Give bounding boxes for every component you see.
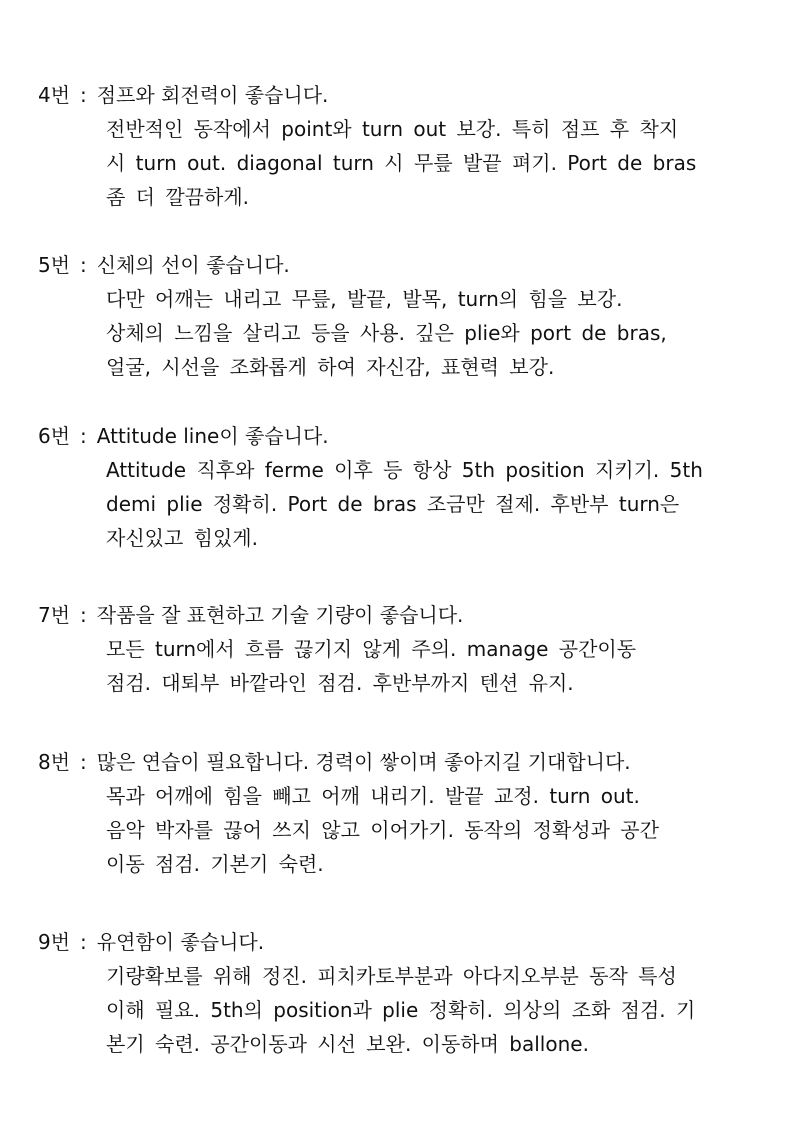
separator: : <box>80 603 87 627</box>
entry-number: 6번 <box>38 424 71 448</box>
entry-heading <box>38 745 758 779</box>
entry-number: 5번 <box>38 253 71 277</box>
entry-summary: 신체의 선이 좋습니다. <box>96 253 290 277</box>
entry-heading <box>38 925 758 959</box>
entry-body <box>106 779 754 881</box>
body-line: 전반적인 동작에서 point와 turn out 보강. 특히 점프 후 착지 <box>106 117 679 141</box>
body-line: 다만 어깨는 내리고 무릎, 발끝, 발목, turn의 힘을 보강. <box>106 287 623 311</box>
entry-heading <box>38 78 758 112</box>
entry-8 <box>38 745 758 881</box>
entry-body <box>106 959 754 1061</box>
separator: : <box>80 83 87 107</box>
body-line: 이해 필요. 5th의 position과 plie 정확히. 의상의 조화 점검. 기 <box>106 998 696 1022</box>
entry-body <box>106 453 754 555</box>
entry-6 <box>38 419 758 555</box>
body-line: 이동 점검. 기본기 숙련. <box>106 852 324 876</box>
body-line: Attitude 직후와 ferme 이후 등 항상 5th position 지키기. 5th <box>106 458 703 482</box>
entry-7 <box>38 598 758 700</box>
entry-number: 8번 <box>38 750 71 774</box>
body-line: 모든 turn에서 흐름 끊기지 않게 주의. manage 공간이동 <box>106 637 637 661</box>
body-line: 시 turn out. diagonal turn 시 무릎 발끝 펴기. Port de bras <box>106 151 697 175</box>
entry-body <box>106 282 754 384</box>
separator: : <box>80 750 87 774</box>
body-line: 점검. 대퇴부 바깥라인 점검. 후반부까지 텐션 유지. <box>106 671 574 695</box>
entry-number: 7번 <box>38 603 71 627</box>
entry-summary: 점프와 회전력이 좋습니다. <box>96 83 329 107</box>
entry-summary: Attitude line이 좋습니다. <box>96 424 329 448</box>
body-line: 음악 박자를 끊어 쓰지 않고 이어가기. 동작의 정확성과 공간 <box>106 818 659 842</box>
separator: : <box>80 253 87 277</box>
entry-summary: 작품을 잘 표현하고 기술 기량이 좋습니다. <box>96 603 464 627</box>
body-line: 좀 더 깔끔하게. <box>106 185 249 209</box>
body-line: 상체의 느낌을 살리고 등을 사용. 깊은 plie와 port de bras, <box>106 321 667 345</box>
entry-9 <box>38 925 758 1061</box>
body-line: demi plie 정확히. Port de bras 조금만 절제. 후반부 turn은 <box>106 492 680 516</box>
body-line: 자신있고 힘있게. <box>106 526 258 550</box>
entry-heading <box>38 598 758 632</box>
body-line: 본기 숙련. 공간이동과 시선 보완. 이동하며 ballone. <box>106 1032 589 1056</box>
body-line: 얼굴, 시선을 조화롭게 하여 자신감, 표현력 보강. <box>106 355 555 379</box>
entry-body <box>106 112 754 214</box>
separator: : <box>80 930 87 954</box>
entry-body <box>106 632 754 700</box>
body-line: 목과 어깨에 힘을 빼고 어깨 내리기. 발끝 교정. turn out. <box>106 784 640 808</box>
entry-heading <box>38 419 758 453</box>
entry-4 <box>38 78 758 214</box>
body-line: 기량확보를 위해 정진. 피치카토부분과 아다지오부분 동작 특성 <box>106 964 677 988</box>
entry-heading <box>38 248 758 282</box>
entry-5 <box>38 248 758 384</box>
entry-number: 4번 <box>38 83 71 107</box>
entry-summary: 유연함이 좋습니다. <box>96 930 265 954</box>
entry-summary: 많은 연습이 필요합니다. 경력이 쌓이며 좋아지길 기대합니다. <box>96 750 631 774</box>
separator: : <box>80 424 87 448</box>
entry-number: 9번 <box>38 930 71 954</box>
